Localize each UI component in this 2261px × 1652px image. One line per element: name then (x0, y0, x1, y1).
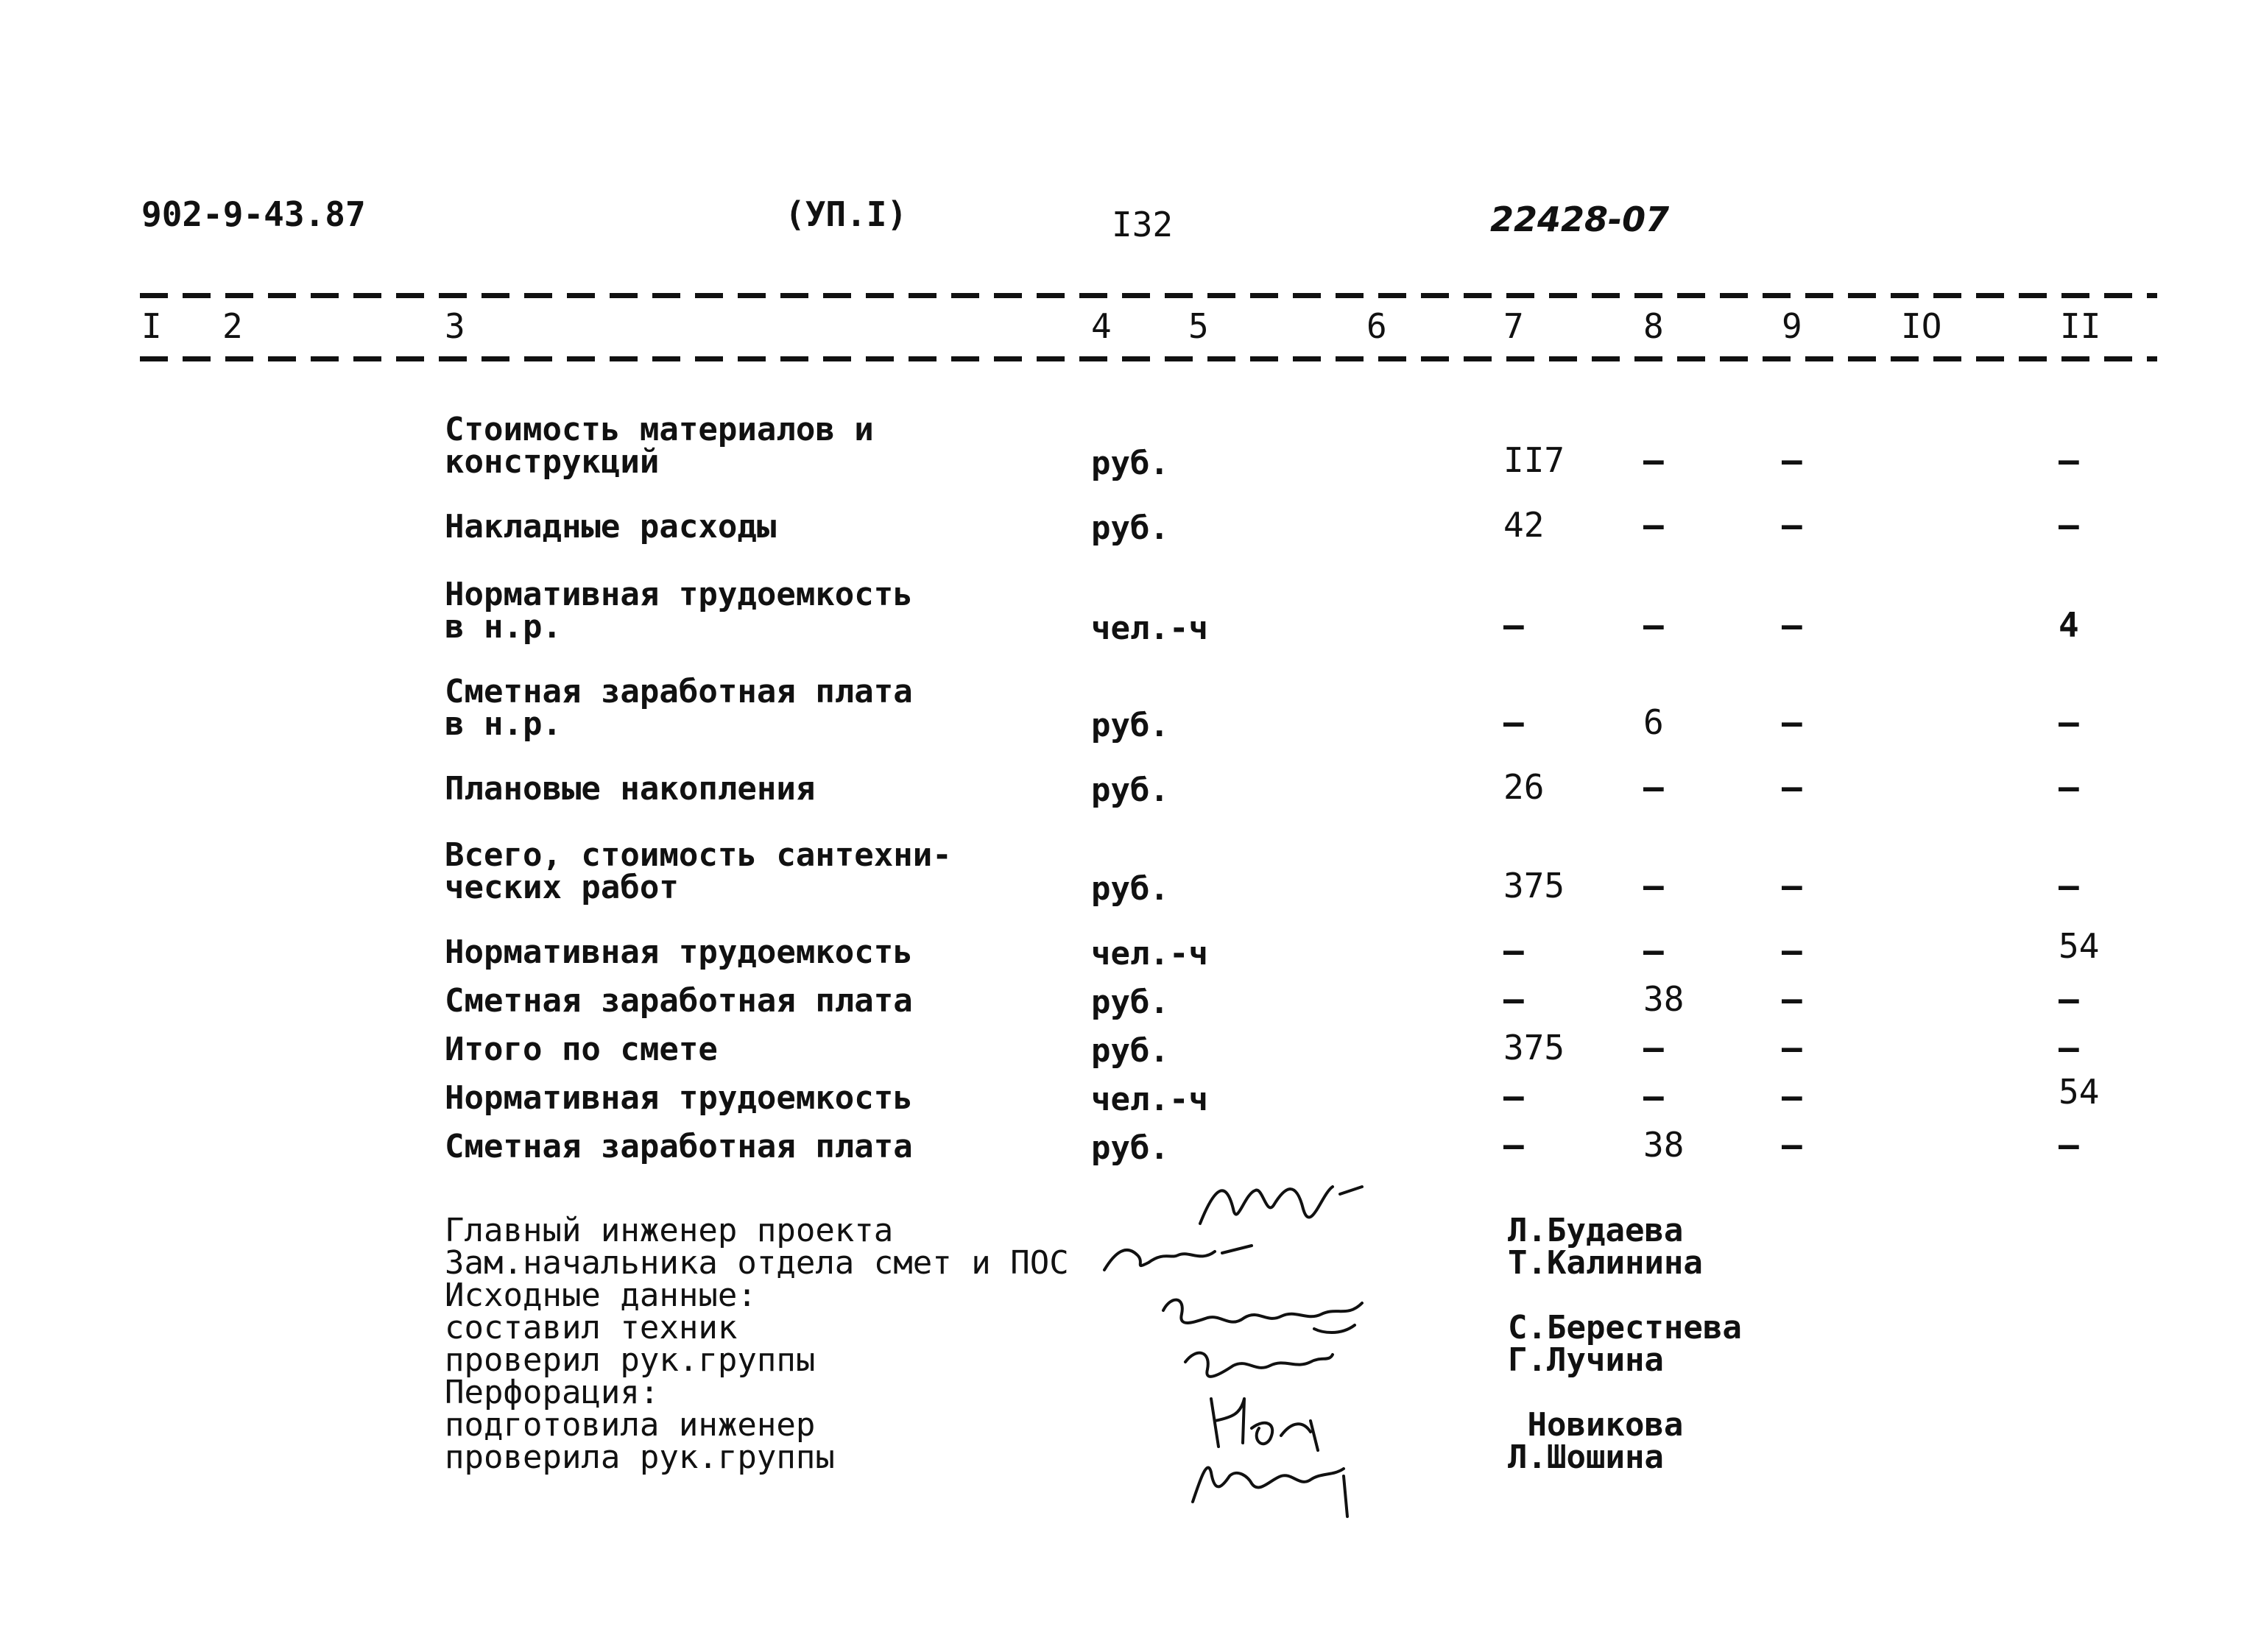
row-col9: – (1782, 931, 1802, 970)
row-unit: руб. (1091, 870, 1169, 908)
row-col8: – (1643, 440, 1664, 480)
row-col9: – (1782, 979, 1802, 1019)
handwritten-signature (1156, 1288, 1377, 1347)
col-header-1: I (141, 306, 162, 346)
row-name-line: в н.р. (445, 705, 562, 743)
row-col7: – (1503, 1076, 1524, 1116)
section-label: (УП.I) (785, 194, 908, 234)
col-header-4: 4 (1091, 306, 1112, 346)
signature-role: Перфорация: (445, 1374, 660, 1411)
row-unit: руб. (1091, 707, 1169, 744)
row-name-line: ческих работ (445, 869, 679, 906)
col-header-6: 6 (1366, 306, 1387, 346)
row-col7: – (1503, 702, 1524, 742)
row-col8: – (1643, 505, 1664, 545)
row-name-line: Сметная заработная плата (445, 673, 913, 710)
signatory-name: Г.Лучина (1508, 1341, 1664, 1379)
signatory-name: Л.Шошина (1508, 1439, 1664, 1476)
row-col7: 375 (1503, 1028, 1565, 1067)
row-col8: – (1643, 866, 1664, 906)
row-unit: чел.-ч (1091, 935, 1208, 973)
row-name-line: Стоимость материалов и (445, 411, 874, 448)
row-col9: – (1782, 866, 1802, 906)
row-unit: чел.-ч (1091, 1081, 1208, 1118)
row-col11: – (2059, 979, 2079, 1019)
handwritten-signature (1178, 1436, 1362, 1524)
svg-text:22428-07: 22428-07 (1490, 200, 1670, 239)
signature-role: проверила рук.группы (445, 1439, 835, 1476)
row-unit: руб. (1091, 509, 1169, 547)
row-col9: – (1782, 1125, 1802, 1165)
row-col7: – (1503, 1125, 1524, 1165)
row-col11: – (2059, 1125, 2079, 1165)
row-name-line: Нормативная трудоемкость (445, 1079, 913, 1117)
row-col11: 54 (2059, 1072, 2100, 1112)
page-number: I32 (1112, 205, 1174, 244)
row-name-line: Плановые накопления (445, 770, 816, 808)
signature-role: проверил рук.группы (445, 1341, 816, 1379)
header-rule-top (140, 293, 2157, 298)
row-col9: – (1782, 505, 1802, 545)
row-col7: – (1503, 605, 1524, 645)
signature-role: составил техник (445, 1309, 738, 1346)
col-header-9: 9 (1782, 306, 1802, 346)
row-col8: – (1643, 1028, 1664, 1067)
row-name-line: Всего, стоимость сантехни- (445, 836, 952, 874)
row-col8: 6 (1643, 702, 1664, 742)
row-name-line: Нормативная трудоемкость (445, 576, 913, 613)
col-header-11: II (2060, 306, 2101, 346)
header-rule-bottom (140, 356, 2157, 361)
row-col7: II7 (1503, 440, 1565, 480)
row-unit: руб. (1091, 1129, 1169, 1167)
row-col11: 54 (2059, 926, 2100, 966)
row-col7: 42 (1503, 505, 1545, 545)
row-col9: – (1782, 605, 1802, 645)
row-col9: – (1782, 1076, 1802, 1116)
row-col11: – (2059, 1028, 2079, 1067)
signature-role: Зам.начальника отдела смет и ПОС (445, 1244, 1069, 1282)
col-header-2: 2 (222, 306, 243, 346)
row-col11: 4 (2059, 605, 2079, 645)
row-unit: чел.-ч (1091, 610, 1208, 647)
row-col7: 26 (1503, 767, 1545, 807)
signatory-name: Новикова (1508, 1406, 1684, 1444)
row-col11: – (2059, 702, 2079, 742)
row-col8: – (1643, 605, 1664, 645)
row-name-line: Накладные расходы (445, 508, 777, 546)
row-col8: 38 (1643, 1125, 1685, 1165)
document-number: 902-9-43.87 (141, 194, 366, 234)
row-col9: – (1782, 767, 1802, 807)
row-col8: – (1643, 931, 1664, 970)
row-col11: – (2059, 767, 2079, 807)
col-header-5: 5 (1188, 306, 1209, 346)
row-col11: – (2059, 505, 2079, 545)
row-col8: – (1643, 1076, 1664, 1116)
row-col7: – (1503, 931, 1524, 970)
row-col11: – (2059, 440, 2079, 480)
row-name-line: Сметная заработная плата (445, 982, 913, 1020)
col-header-7: 7 (1503, 306, 1524, 346)
signature-role: подготовила инженер (445, 1406, 816, 1444)
row-col7: 375 (1503, 866, 1565, 906)
row-name-line: Сметная заработная плата (445, 1128, 913, 1165)
row-col8: 38 (1643, 979, 1685, 1019)
row-name-line: Нормативная трудоемкость (445, 933, 913, 971)
handwritten-code (1487, 193, 1670, 244)
row-name-line: Итого по смете (445, 1031, 718, 1068)
row-col9: – (1782, 1028, 1802, 1067)
col-header-10: IO (1901, 306, 1942, 346)
row-col8: — (1643, 767, 1664, 807)
signature-role: Главный инженер проекта (445, 1212, 894, 1249)
signature-role: Исходные данные: (445, 1277, 757, 1314)
row-unit: руб. (1091, 1032, 1169, 1070)
col-header-8: 8 (1643, 306, 1664, 346)
row-name-line: в н.р. (445, 608, 562, 646)
row-col9: – (1782, 440, 1802, 480)
row-name-line: конструкций (445, 443, 660, 481)
col-header-3: 3 (445, 306, 465, 346)
row-unit: руб. (1091, 984, 1169, 1021)
signatory-name: С.Берестнева (1508, 1309, 1742, 1346)
row-unit: руб. (1091, 772, 1169, 809)
row-col7: – (1503, 979, 1524, 1019)
signatory-name: Т.Калинина (1508, 1244, 1703, 1282)
handwritten-signature (1097, 1229, 1266, 1281)
signatory-name: Л.Будаева (1508, 1212, 1684, 1249)
row-unit: руб. (1091, 445, 1169, 482)
row-col11: – (2059, 866, 2079, 906)
row-col9: – (1782, 702, 1802, 742)
